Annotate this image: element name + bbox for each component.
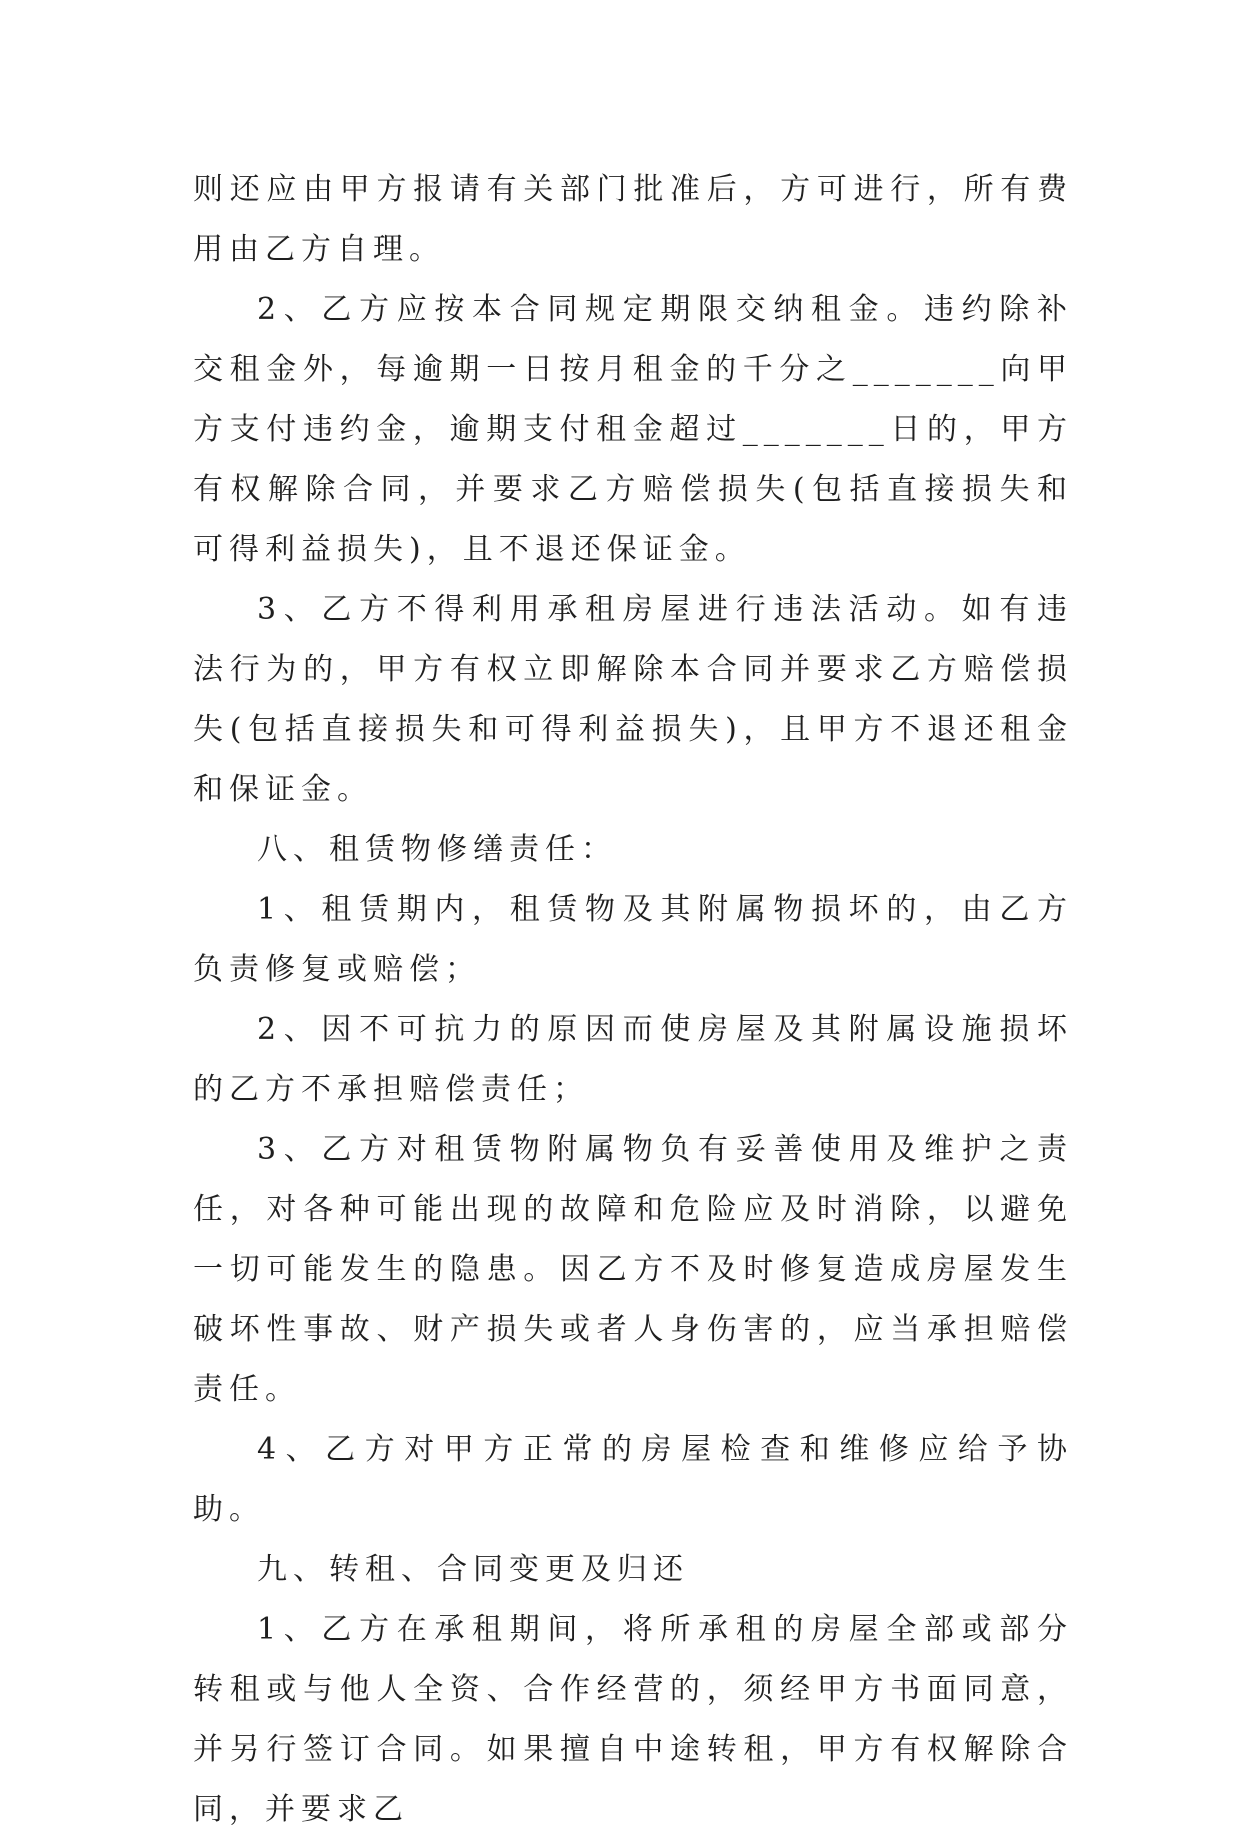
paragraph-2: 2、乙方应按本合同规定期限交纳租金。违约除补交租金外，每逾期一日按月租金的千分之_______向甲方支付违约金，逾期支付租金超过_______日的，甲方有权解除合同，并要求乙方赔偿损失(包括直接损失和可得利益损失)，且不退还保证金。 [193, 292, 1073, 567]
paragraph-10: 1、乙方在承租期间，将所承租的房屋全部或部分转租或与他人全资、合作经营的，须经甲方书面同意，并另行签订合同。如果擅自中途转租，甲方有权解除合同，并要求乙 [193, 1612, 1073, 1827]
paragraph-1: 则还应由甲方报请有关部门批准后，方可进行，所有费用由乙方自理。 [193, 172, 1073, 267]
paragraph-5: 1、租赁期内，租赁物及其附属物损坏的，由乙方负责修复或赔偿； [193, 892, 1073, 987]
section-heading-9: 九、转租、合同变更及归还 [257, 1552, 689, 1587]
paragraph-6: 2、因不可抗力的原因而使房屋及其附属设施损坏的乙方不承担赔偿责任； [193, 1012, 1073, 1107]
paragraph-3: 3、乙方不得利用承租房屋进行违法活动。如有违法行为的，甲方有权立即解除本合同并要求乙方赔偿损失(包括直接损失和可得利益损失)，且甲方不退还租金和保证金。 [193, 592, 1073, 807]
section-heading-8: 八、租赁物修缮责任： [257, 832, 617, 867]
paragraph-8: 4、乙方对甲方正常的房屋检查和维修应给予协助。 [193, 1432, 1073, 1527]
paragraph-7: 3、乙方对租赁物附属物负有妥善使用及维护之责任，对各种可能出现的故障和危险应及时消除，以避免一切可能发生的隐患。因乙方不及时修复造成房屋发生破坏性事故、财产损失或者人身伤害的，应当承担赔偿责任。 [193, 1132, 1073, 1407]
document-body [193, 160, 1073, 1840]
